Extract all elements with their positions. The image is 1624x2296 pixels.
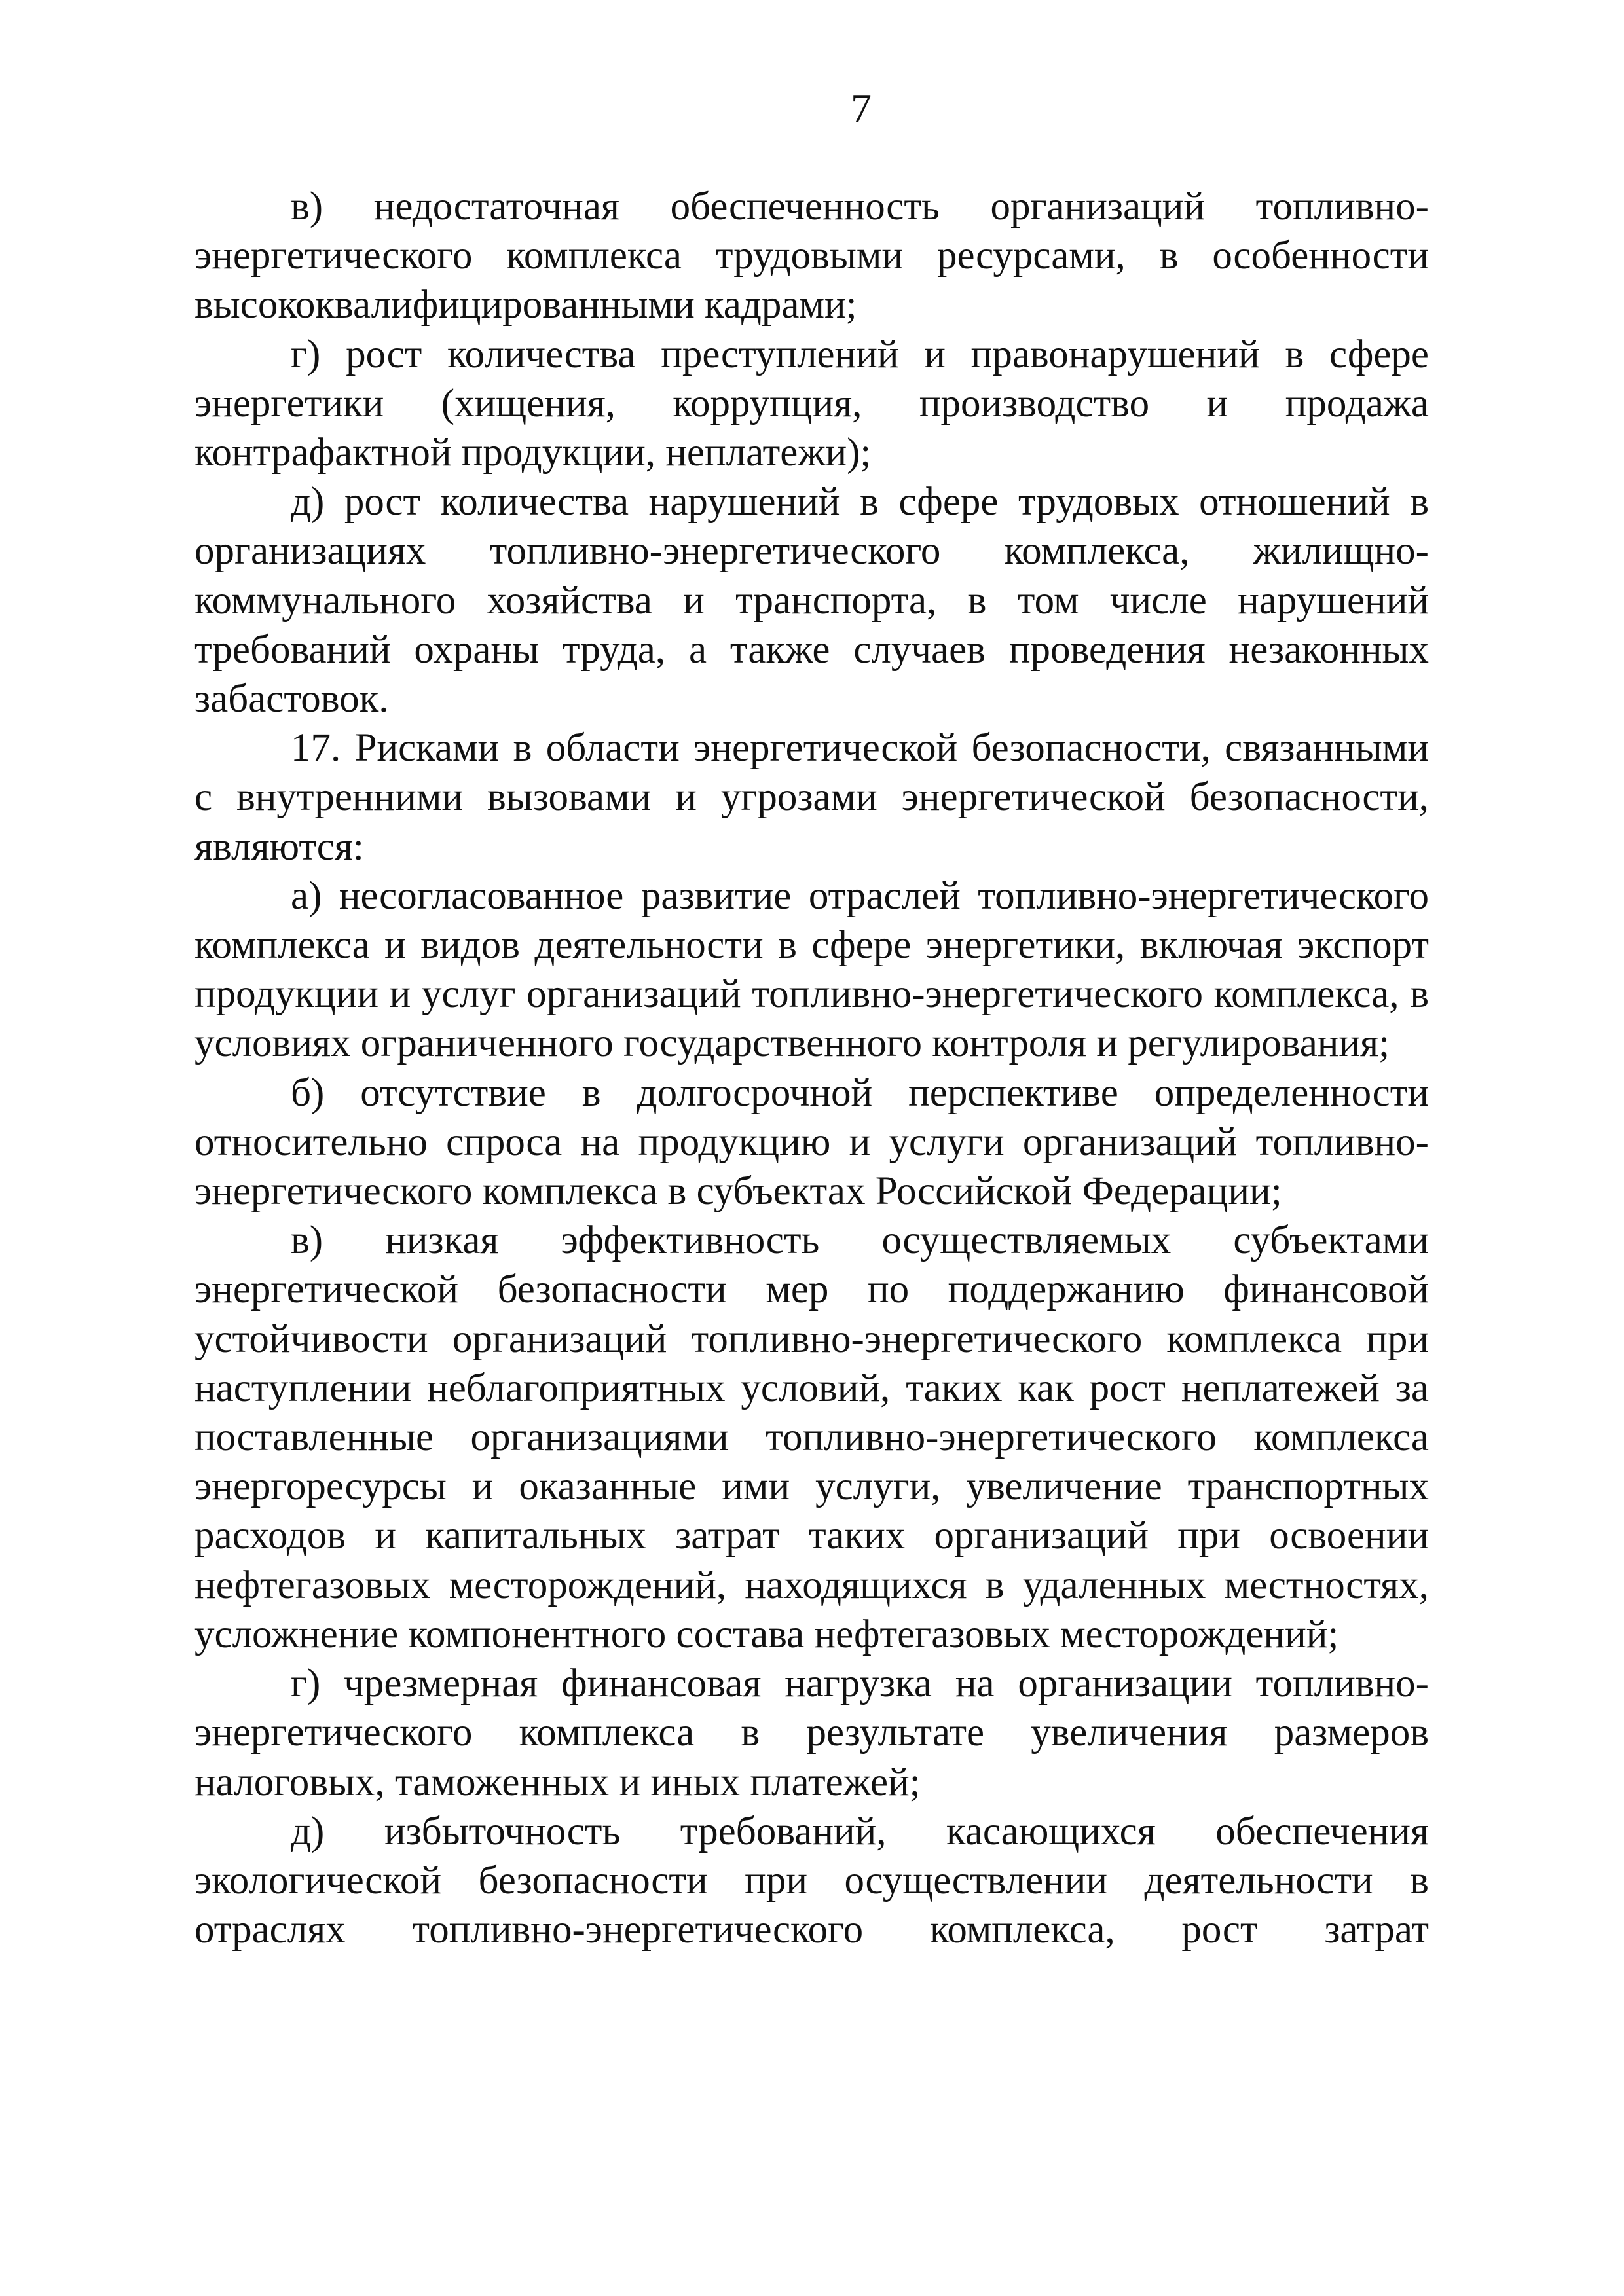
- paragraph-a-uncoordinated-development: а) несогласованное развитие отраслей топливно-энергетического комплекса и видов деятельности в сфере энергетики, включая экспорт продукции и услуг организаций топливно-энергетического комплекса, в условиях ограниченного государственного контроля и регулирования;: [194, 873, 1429, 1066]
- paragraph-g-financial-burden: г) чрезмерная финансовая нагрузка на организации топливно-энергетического комплекса в результате увеличения размеров налоговых, таможенных и иных платежей;: [194, 1662, 1429, 1804]
- paragraph-v-financial-stability: в) низкая эффективность осуществляемых субъектами энергетической безопасности мер по поддержанию финансовой устойчивости организаций топливно-энергетического комплекса при наступлении неблагоприятных условий, таких как рост неплатежей за поставленные организациями топливно-энергетического комплекса энергоресурсы и оказанные ими услуги, увеличение транспортных расходов и капитальных затрат таких организаций при освоении нефтегазовых месторождений, находящихся в удаленных местностях, усложнение компонентного состава нефтегазовых месторождений;: [194, 1218, 1429, 1656]
- document-body: [194, 182, 1429, 1954]
- paragraph-d-ecological-requirements: д) избыточность требований, касающихся обеспечения экологической безопасности при осуществлении деятельности в отраслях топливно-энергетического комплекса, рост затрат: [194, 1809, 1429, 1952]
- paragraph-b-demand-uncertainty: б) отсутствие в долгосрочной перспективе определенности относительно спроса на продукцию и услуги организаций топливно-энергетического комплекса в субъектах Российской Федерации;: [194, 1070, 1429, 1214]
- paragraph-17-internal-risks: 17. Рисками в области энергетической безопасности, связанными с внутренними вызовами и угрозами энергетической безопасности, являются:: [194, 726, 1429, 869]
- paragraph-g-crime-growth: г) рост количества преступлений и правонарушений в сфере энергетики (хищения, коррупция, производство и продажа контрафактной продукции, неплатежи);: [194, 332, 1429, 475]
- paragraph-v-labor-resources: в) недостаточная обеспеченность организаций топливно-энергетического комплекса трудовыми ресурсами, в особенности высококвалифицированными кадрами;: [194, 185, 1429, 327]
- page-number: 7: [851, 85, 872, 132]
- paragraph-d-labor-violations: д) рост количества нарушений в сфере трудовых отношений в организациях топливно-энергетического комплекса, жилищно-коммунального хозяйства и транспорта, в том числе нарушений требований охраны труда, а также случаев проведения незаконных забастовок.: [194, 480, 1429, 721]
